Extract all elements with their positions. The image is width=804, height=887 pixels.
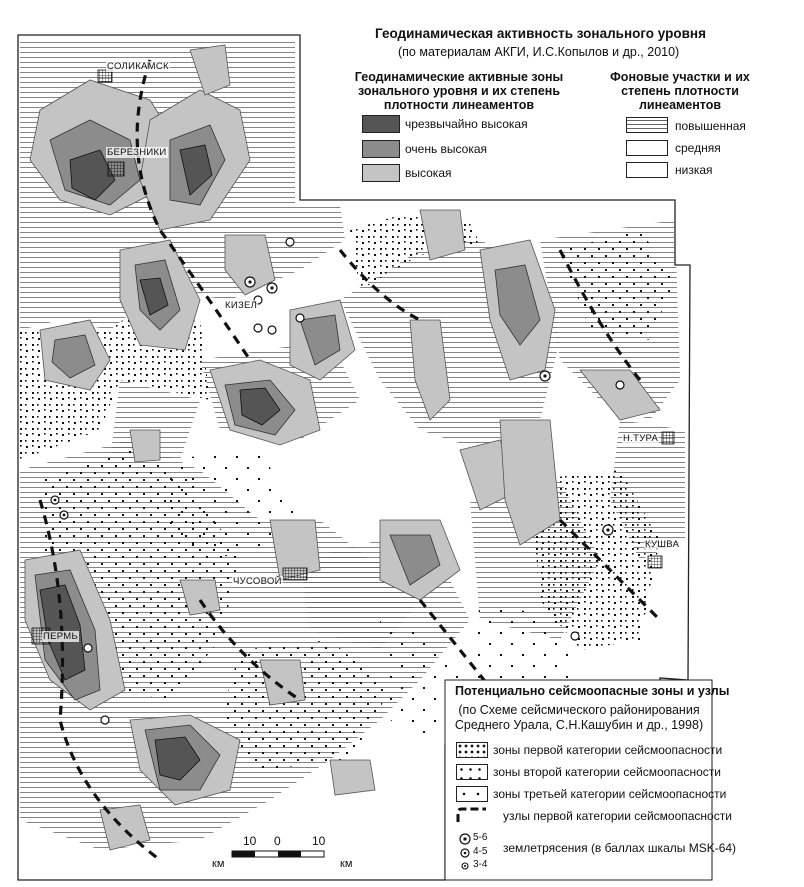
scale-unit-left: км <box>212 858 225 870</box>
legend-label-seismic-3: зоны третьей категории сейсмоопасности <box>493 787 727 801</box>
legend-swatch-node <box>456 806 488 824</box>
city-label: БЕРЕЗНИКИ <box>107 147 167 158</box>
legend-label-bg-medium: средняя <box>675 141 721 155</box>
legend-label-node: узлы первой категории сейсмоопасности <box>503 809 732 823</box>
legend-label-quakes: землетрясения (в баллах шкалы MSK-64) <box>503 841 737 855</box>
quake-level-1: 5-6 <box>473 832 488 843</box>
map-title: Геодинамическая активность зонального уровня <box>375 26 706 41</box>
legend-label-very-high: очень высокая <box>405 142 488 156</box>
legend-label-seismic-1: зоны первой категории сейсмоопасности <box>493 743 723 757</box>
active-zones-header: Геодинамические активные зоны зонального уровня и их степень плотности линеаментов <box>354 70 564 112</box>
legend-label-high: высокая <box>405 166 452 180</box>
map-source: (по материалам АКГИ, И.С.Копылов и др., 2010) <box>398 45 680 59</box>
scale-tick-right: 10 <box>312 834 326 848</box>
legend-swatch-bg-low <box>626 162 668 178</box>
legend-label-bg-low: низкая <box>675 163 713 177</box>
scale-bar <box>232 851 324 857</box>
legend-label-extreme: чрезвычайно высокая <box>405 117 528 131</box>
quake-level-2: 4-5 <box>473 846 488 857</box>
legend-swatch-bg-high <box>626 117 668 133</box>
city-label: КИЗЕЛ <box>225 300 258 311</box>
city-label: ЧУСОВОЙ <box>233 576 282 587</box>
quake-level-3: 3-4 <box>473 859 488 870</box>
scale-tick-zero: 0 <box>274 834 281 848</box>
scale-unit-right: км <box>340 858 353 870</box>
legend-swatch-very-high <box>362 140 400 158</box>
legend-label-seismic-2: зоны второй категории сейсмоопасности <box>493 765 721 779</box>
city-label: КУШВА <box>645 539 680 550</box>
legend-quake-symbols <box>458 833 474 875</box>
legend-swatch-seismic-1 <box>456 742 488 758</box>
city-label: Н.ТУРА <box>623 433 659 444</box>
scale-tick-left: 10 <box>243 834 257 848</box>
seismic-header: Потенциально сейсмоопасные зоны и узлы <box>455 684 730 698</box>
seismic-source: (по Схеме сейсмического районирования Среднего Урала, С.Н.Кашубин и др., 1998) <box>454 703 704 732</box>
legend-label-bg-high: повышенная <box>675 119 746 133</box>
legend-swatch-high <box>362 164 400 182</box>
legend-swatch-seismic-2 <box>456 764 488 780</box>
legend-swatch-extreme <box>362 115 400 133</box>
background-zones-header: Фоновые участки и их степень плотности линеаментов <box>610 70 750 112</box>
legend-swatch-seismic-3 <box>456 786 488 802</box>
city-label: СОЛИКАМСК <box>107 61 169 72</box>
city-label: ПЕРМЬ <box>43 631 79 642</box>
legend-swatch-bg-medium <box>626 140 668 156</box>
